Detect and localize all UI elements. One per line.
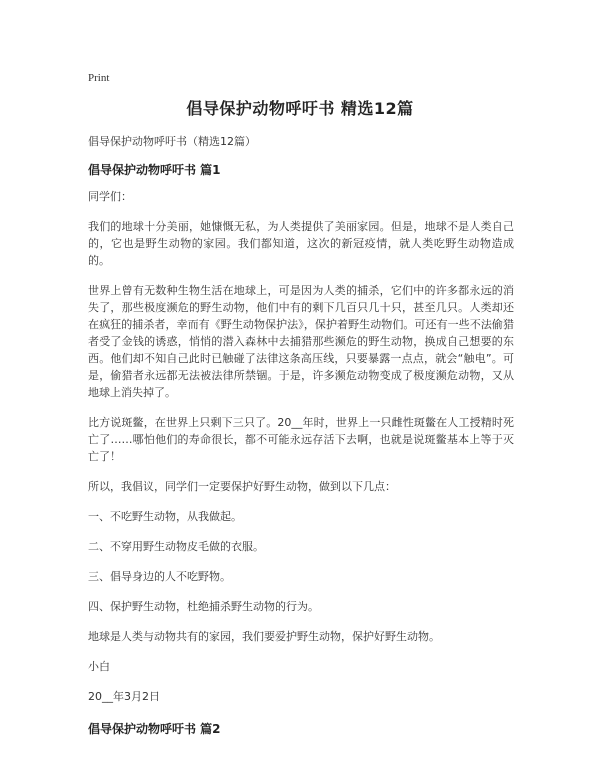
- document-body: [88, 133, 514, 747]
- print-link[interactable]: Print: [88, 72, 110, 84]
- list-item: 四、保护野生动物，杜绝捕杀野生动物的行为。: [88, 600, 319, 613]
- paragraph: 比方说斑鳖，在世界上只剩下三只了。20__年时，世界上一只雌性斑鳖在人工授精时死亡了……哪怕他们的寿命很长，都不可能永远存活下去啊，也就是说斑鳖基本上等于灭亡了！: [88, 416, 514, 463]
- document-subtitle: 倡导保护动物呼吁书（精选12篇）: [88, 135, 256, 148]
- list-item: 二、不穿用野生动物皮毛做的衣服。: [88, 540, 264, 553]
- paragraph: 世界上曾有无数种生物生活在地球上，可是因为人类的捕杀，它们中的许多都永远的消失了，那些极度濒危的野生动物，他们中有的剩下几百只几十只，甚至几只。人类却还在疯狂的捕杀者，幸而有《野生动物保护法》，保护着野生动物们。可还有一些不法偷猎者受了金钱的诱惑，悄悄的潜入森林中去捕猎那些濒危的野生动物，换成自己想要的东西。他们却不知自己此时已触碰了法律这条高压线，只要暴露一点点，就会“触电”。可是，偷猎者永远都无法被法律所禁锢。于是，许多濒危动物变成了极度濒危动物，又从地球上消失掉了。: [88, 284, 514, 399]
- document-title: 倡导保护动物呼吁书 精选12篇: [186, 99, 414, 118]
- greeting: 同学们：: [88, 190, 132, 203]
- section-heading-2: 倡导保护动物呼吁书 篇2: [88, 722, 221, 736]
- signature: 小白: [88, 660, 110, 673]
- list-item: 一、不吃野生动物，从我做起。: [88, 510, 242, 523]
- section-heading-1: 倡导保护动物呼吁书 篇1: [88, 163, 221, 177]
- list-item: 三、倡导身边的人不吃野物。: [88, 570, 231, 583]
- paragraph: 我们的地球十分美丽，她慷慨无私，为人类提供了美丽家园。但是，地球不是人类自己的，它也是野生动物的家园。我们都知道，这次的新冠疫情，就人类吃野生动物造成的。: [88, 220, 514, 267]
- paragraph: 地球是人类与动物共有的家园，我们要爱护野生动物，保护好野生动物。: [88, 630, 440, 643]
- date: 20__年3月2日: [88, 690, 160, 703]
- paragraph: 所以，我倡议，同学们一定要保护好野生动物，做到以下几点：: [88, 480, 396, 493]
